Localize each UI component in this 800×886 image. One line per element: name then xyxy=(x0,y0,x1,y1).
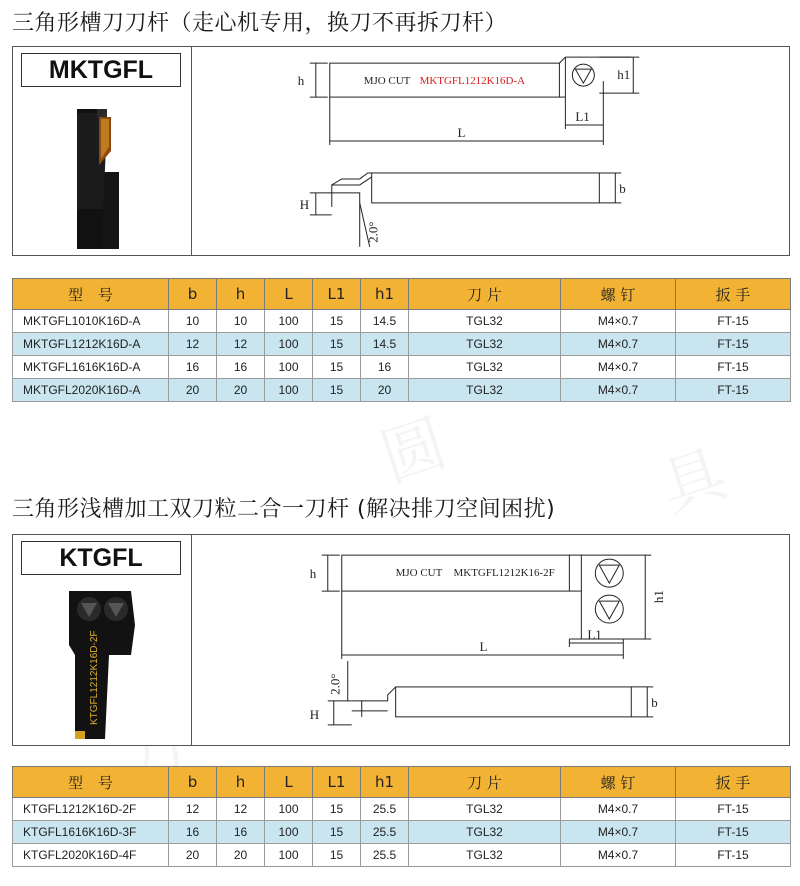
section1-tool-photo xyxy=(13,47,191,255)
table-row xyxy=(13,798,791,821)
cell-screw: M4×0.7 xyxy=(561,821,676,844)
cell-wrench: FT-15 xyxy=(676,821,791,844)
cell-wrench: FT-15 xyxy=(676,379,791,402)
cell-screw: M4×0.7 xyxy=(561,310,676,333)
col-model: 型 号 xyxy=(13,279,169,310)
section1-brand: MJO CUT xyxy=(363,75,411,88)
cell-wrench: FT-15 xyxy=(676,356,791,379)
col-b: b xyxy=(169,279,217,310)
dim-H: H xyxy=(299,196,310,212)
cell-L: 100 xyxy=(265,379,313,402)
cell-insert: TGL32 xyxy=(409,844,561,867)
cell-screw: M4×0.7 xyxy=(561,798,676,821)
cell-L1: 15 xyxy=(313,844,361,867)
cell-b: 16 xyxy=(169,356,217,379)
section1-spec-table xyxy=(12,278,791,402)
table-row xyxy=(13,356,791,379)
table-row xyxy=(13,821,791,844)
cell-L: 100 xyxy=(265,821,313,844)
col-wrench: 扳 手 xyxy=(676,279,791,310)
cell-screw: M4×0.7 xyxy=(561,333,676,356)
cell-L: 100 xyxy=(265,844,313,867)
cell-h1: 25.5 xyxy=(361,821,409,844)
cell-L: 100 xyxy=(265,310,313,333)
table-header-row xyxy=(13,279,791,310)
cell-wrench: FT-15 xyxy=(676,844,791,867)
cell-model: KTGFL1212K16D-2F xyxy=(13,798,169,821)
col-h1: h1 xyxy=(361,279,409,310)
col-h: h xyxy=(217,767,265,798)
cell-h1: 16 xyxy=(361,356,409,379)
dim-H: H xyxy=(309,706,320,722)
cell-h: 16 xyxy=(217,821,265,844)
cell-model: MKTGFL1616K16D-A xyxy=(13,356,169,379)
cell-screw: M4×0.7 xyxy=(561,844,676,867)
dim-L: L xyxy=(479,638,488,654)
col-insert: 刀 片 xyxy=(409,767,561,798)
cell-h: 12 xyxy=(217,333,265,356)
cell-insert: TGL32 xyxy=(409,356,561,379)
cell-b: 12 xyxy=(169,333,217,356)
cell-L1: 15 xyxy=(313,821,361,844)
dim-L1: L1 xyxy=(587,627,602,643)
cell-b: 12 xyxy=(169,798,217,821)
dim-b: b xyxy=(619,180,626,196)
cell-h: 10 xyxy=(217,310,265,333)
cell-insert: TGL32 xyxy=(409,798,561,821)
col-L: L xyxy=(265,279,313,310)
section1-model-text: MKTGFL1212K16D-A xyxy=(419,75,526,88)
table-row xyxy=(13,333,791,356)
cell-b: 20 xyxy=(169,844,217,867)
col-model: 型 号 xyxy=(13,767,169,798)
cell-model: KTGFL1616K16D-3F xyxy=(13,821,169,844)
cell-model: MKTGFL2020K16D-A xyxy=(13,379,169,402)
cell-L1: 15 xyxy=(313,379,361,402)
cell-L1: 15 xyxy=(313,798,361,821)
cell-h: 20 xyxy=(217,379,265,402)
dim-L1: L1 xyxy=(575,109,590,125)
section2-photo-cell xyxy=(13,535,192,745)
cell-L1: 15 xyxy=(313,310,361,333)
cell-h1: 14.5 xyxy=(361,310,409,333)
table-row xyxy=(13,379,791,402)
dim-angle: 2.0° xyxy=(327,673,343,695)
cell-wrench: FT-15 xyxy=(676,310,791,333)
cell-L1: 15 xyxy=(313,333,361,356)
cell-model: MKTGFL1212K16D-A xyxy=(13,333,169,356)
cell-insert: TGL32 xyxy=(409,310,561,333)
col-L: L xyxy=(265,767,313,798)
cell-h1: 25.5 xyxy=(361,798,409,821)
section2-tool-photo xyxy=(13,535,191,745)
cell-b: 10 xyxy=(169,310,217,333)
col-screw: 螺 钉 xyxy=(561,279,676,310)
section2-drawing-svg xyxy=(192,535,789,745)
cell-insert: TGL32 xyxy=(409,333,561,356)
col-L1: L1 xyxy=(313,767,361,798)
col-L1: L1 xyxy=(313,279,361,310)
section2-spec-table xyxy=(12,766,791,867)
section1-title: 三角形槽刀刀杆（走心机专用，换刀不再拆刀杆） xyxy=(12,11,508,36)
cell-insert: TGL32 xyxy=(409,821,561,844)
cell-h: 16 xyxy=(217,356,265,379)
cell-insert: TGL32 xyxy=(409,379,561,402)
col-h1: h1 xyxy=(361,767,409,798)
dim-h1: h1 xyxy=(617,67,631,83)
dim-h: h xyxy=(297,73,305,89)
cell-model: KTGFL2020K16D-4F xyxy=(13,844,169,867)
section2-title: 三角形浅槽加工双刀粒二合一刀杆 (解决排刀空间困扰) xyxy=(12,497,556,522)
col-screw: 螺 钉 xyxy=(561,767,676,798)
table-header-row xyxy=(13,767,791,798)
section1-product-label: MKTGFL xyxy=(21,53,181,87)
dim-h1: h1 xyxy=(651,590,667,604)
watermark xyxy=(647,422,736,529)
section2-photo-engraving: KTGFL1212K16D-2F xyxy=(89,630,100,725)
table-row xyxy=(13,844,791,867)
cell-L1: 15 xyxy=(313,356,361,379)
cell-b: 16 xyxy=(169,821,217,844)
cell-h1: 20 xyxy=(361,379,409,402)
section1-panel xyxy=(12,46,790,256)
cell-L: 100 xyxy=(265,356,313,379)
col-h: h xyxy=(217,279,265,310)
section2-panel xyxy=(12,534,790,746)
cell-h: 20 xyxy=(217,844,265,867)
cell-screw: M4×0.7 xyxy=(561,379,676,402)
section1-photo-cell xyxy=(13,47,192,255)
cell-model: MKTGFL1010K16D-A xyxy=(13,310,169,333)
dim-b: b xyxy=(651,694,658,710)
cell-screw: M4×0.7 xyxy=(561,356,676,379)
table-row xyxy=(13,310,791,333)
dim-L: L xyxy=(457,125,466,141)
cell-wrench: FT-15 xyxy=(676,333,791,356)
section2-product-label: KTGFL xyxy=(21,541,181,575)
cell-h1: 14.5 xyxy=(361,333,409,356)
cell-b: 20 xyxy=(169,379,217,402)
col-insert: 刀 片 xyxy=(409,279,561,310)
cell-L: 100 xyxy=(265,798,313,821)
dim-h: h xyxy=(309,566,317,582)
col-b: b xyxy=(169,767,217,798)
cell-wrench: FT-15 xyxy=(676,798,791,821)
cell-h1: 25.5 xyxy=(361,844,409,867)
cell-L: 100 xyxy=(265,333,313,356)
section2-model-text: MKTGFL1212K16-2F xyxy=(453,567,555,580)
col-wrench: 扳 手 xyxy=(676,767,791,798)
section1-dimension-drawing xyxy=(192,47,789,255)
section2-brand: MJO CUT xyxy=(395,567,443,580)
section1-drawing-svg xyxy=(192,47,789,255)
watermark xyxy=(367,392,456,499)
section2-dimension-drawing xyxy=(192,535,789,745)
dim-angle: 2.0° xyxy=(365,221,381,243)
cell-h: 12 xyxy=(217,798,265,821)
